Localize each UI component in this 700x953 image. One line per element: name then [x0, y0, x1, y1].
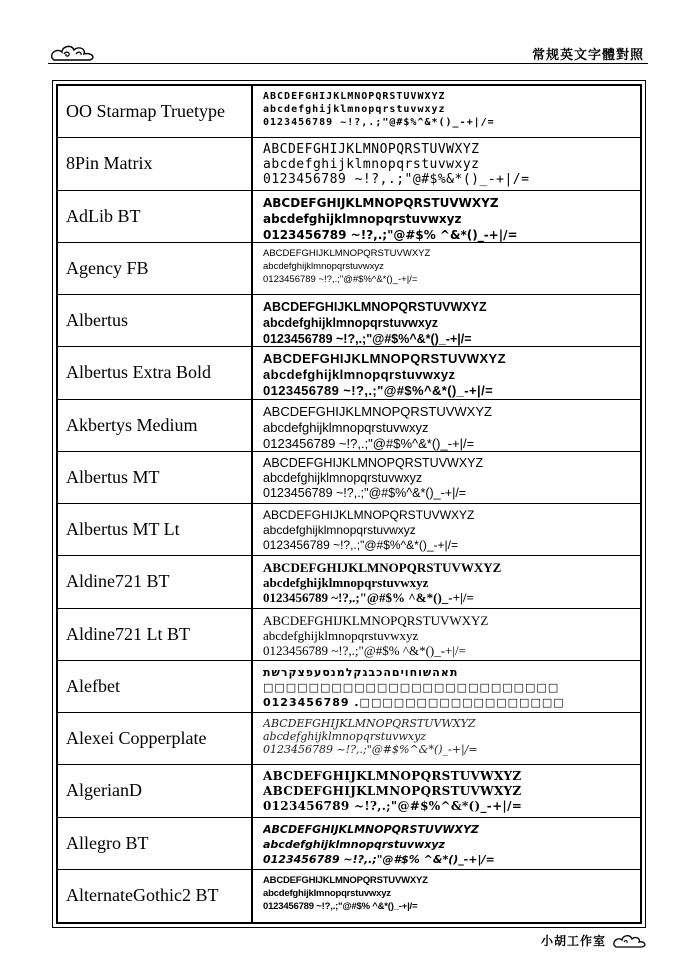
font-sample [255, 713, 640, 764]
font-row [58, 609, 640, 661]
sample-line: 0123456789 ~!?,.;"@#$%^&*()_-+|/= [263, 799, 523, 814]
sample-line: 0123456789 ~!?,.;"@#$% ^&*()_-+|/= [263, 900, 418, 912]
font-sample [255, 556, 640, 607]
sample-line: 0123456789 ~!?,.;"@#$% ^&*()_-+|/= [263, 642, 466, 658]
sample-line: 0123456789 ~!?,.;"@#$%^&*()_-+|/= [263, 117, 495, 128]
font-row [58, 870, 640, 922]
studio-name: 小胡工作室 [540, 933, 606, 948]
sample-line: ABCDEFGHIJKLMNOPQRSTUVWXYZ [263, 784, 522, 799]
font-row [58, 243, 640, 295]
font-row [58, 556, 640, 608]
sample-line: 0123456789 ~!?,.;"@#$%^&*()_-+|/= [263, 485, 467, 500]
sample-line: abcdefghijklmnopqrstuvwxyz [263, 367, 456, 383]
sample-line: ABCDEFGHIJKLMNOPQRSTUVWXYZ [263, 195, 499, 210]
font-sample [255, 295, 640, 346]
sample-line: ABCDEFGHIJKLMNOPQRSTUVWXYZ [263, 455, 484, 470]
font-name: Agency FB [58, 243, 253, 294]
font-row [58, 713, 640, 765]
font-sample [255, 86, 640, 137]
sample-line: 0123456789 ~!?,.;"@#$%^&*()_-+|/= [263, 743, 478, 756]
sample-line: 0123456789 ~!?,.;"@#$%^&*()_-+|/= [263, 435, 475, 451]
font-sample [255, 138, 640, 189]
sample-line: abcdefghijklmnopqrstuvwxyz [263, 575, 429, 591]
page-header [48, 38, 648, 64]
cloud-swirl-icon [612, 931, 648, 949]
sample-line: ABCDEFGHIJKLMNOPQRSTUVWXYZ [263, 874, 428, 886]
font-name: AdLib BT [58, 191, 253, 242]
sample-line: 0123456789 ~!?,.;"@#$% ^&*()_-+|/= [263, 227, 518, 242]
sample-line: ABCDEFGHIJKLMNOPQRSTUVWXYZ [263, 560, 502, 576]
sample-line: □□□□□□□□□□□□□□□□□□□□□□□□□□ [263, 680, 560, 694]
sample-line: abcdefghijklmnopqrstuvwxyz [263, 157, 480, 173]
header-rule [48, 63, 648, 64]
sample-line: ABCDEFGHIJKLMNOPQRSTUVWXYZ [263, 247, 431, 259]
sample-line: ABCDEFGHIJKLMNOPQRSTUVWXYZ [263, 822, 479, 836]
sample-line: 0123456789 .□□□□□□□□□□□□□□□□□□ [263, 695, 565, 709]
sample-line: abcdefghijklmnopqrstuvwxyz [263, 730, 427, 743]
sample-line: abcdefghijklmnopqrstuvwxyz [263, 316, 439, 330]
font-name: AlgerianD [58, 765, 253, 816]
font-row [58, 138, 640, 190]
font-sample [255, 661, 640, 712]
font-row [58, 347, 640, 399]
sample-line: ABCDEFGHIJKLMNOPQRSTUVWXYZ [263, 769, 522, 784]
font-name: Allegro BT [58, 818, 253, 869]
sample-line: abcdefghijklmnopqrstuvwxyz [263, 523, 416, 537]
font-name: AlternateGothic2 BT [58, 870, 253, 922]
page-footer [541, 930, 648, 950]
sample-line: 0123456789 ~!?,.;"@#$% ^&*()_-+|/= [263, 590, 474, 606]
font-sample [255, 191, 640, 242]
sample-line: abcdefghijklmnopqrstuvwxyz [263, 104, 446, 115]
sample-line: ABCDEFGHIJKLMNOPQRSTUVWXYZ [263, 351, 506, 367]
sample-line: תאהשוחויםהכבגקלמנסעפצקרשת [263, 665, 459, 679]
font-name: Albertus [58, 295, 253, 346]
font-sample [255, 243, 640, 294]
font-row [58, 661, 640, 713]
font-sample [255, 765, 640, 816]
sample-line: ABCDEFGHIJKLMNOPQRSTUVWXYZ [263, 403, 492, 419]
sample-line: abcdefghijklmnopqrstuvwxyz [263, 837, 445, 851]
sample-line: ABCDEFGHIJKLMNOPQRSTUVWXYZ [263, 508, 475, 522]
sample-line: 0123456789 ~!?,.;"@#$%^&*()_-+|/= [263, 538, 458, 552]
font-name: Aldine721 Lt BT [58, 609, 253, 660]
font-sample [255, 452, 640, 503]
font-row [58, 765, 640, 817]
page-title: 常规英文字體對照 [531, 48, 644, 63]
sample-line: 0123456789 ~!?,.;"@#$%^&*()_-+|/= [263, 273, 418, 285]
font-name: Albertus MT Lt [58, 504, 253, 555]
font-name: Albertus Extra Bold [58, 347, 253, 398]
font-name: OO Starmap Truetype [58, 86, 253, 137]
font-row [58, 818, 640, 870]
sample-line: abcdefghijklmnopqrstuvwxyz [263, 887, 391, 899]
font-sample [255, 347, 640, 398]
sample-line: 0123456789 ~!?,.;"@#$% ^&*()_-+|/= [263, 852, 495, 866]
font-name: Alefbet [58, 661, 253, 712]
font-sample [255, 504, 640, 555]
font-sample [255, 609, 640, 660]
font-row [58, 400, 640, 452]
font-name: Alexei Copperplate [58, 713, 253, 764]
font-row [58, 86, 640, 138]
font-sample [255, 818, 640, 869]
sample-line: 0123456789 ~!?,.;"@#$%^&*()_-+|/= [263, 332, 472, 346]
sample-line: abcdefghijklmnopqrstuvwxyz [263, 211, 462, 226]
sample-line: abcdefghijklmnopqrstuvwxyz [263, 470, 423, 485]
font-row [58, 504, 640, 556]
sample-line: abcdefghijklmnopqrstuvwxyz [263, 419, 429, 435]
sample-line: 0123456789 ~!?,.;"@#$%^&*()_-+|/= [263, 383, 494, 399]
font-sample [255, 870, 640, 922]
font-name: 8Pin Matrix [58, 138, 253, 189]
sample-line: abcdefghijklmnopqrstuvwxyz [263, 260, 384, 272]
font-name: Aldine721 BT [58, 556, 253, 607]
font-name: Akbertys Medium [58, 400, 253, 451]
sample-line: ABCDEFGHIJKLMNOPQRSTUVWXYZ [263, 717, 476, 730]
font-row [58, 452, 640, 504]
font-sample [255, 400, 640, 451]
font-row [58, 191, 640, 243]
sample-line: ABCDEFGHIJKLMNOPQRSTUVWXYZ [263, 612, 489, 628]
sample-line: ABCDEFGHIJKLMNOPQRSTUVWXYZ [263, 142, 480, 158]
font-name: Albertus MT [58, 452, 253, 503]
font-table [56, 84, 642, 924]
font-row [58, 295, 640, 347]
sample-line: ABCDEFGHIJKLMNOPQRSTUVWXYZ [263, 300, 487, 314]
sample-line: abcdefghijklmnopqrstuvwxyz [263, 627, 419, 643]
sample-line: 0123456789 ~!?,.;"@#$%&*()_-+|/= [263, 172, 530, 188]
sample-line: ABCDEFGHIJKLMNOPQRSTUVWXYZ [263, 91, 446, 102]
cloud-swirl-icon [48, 40, 98, 64]
